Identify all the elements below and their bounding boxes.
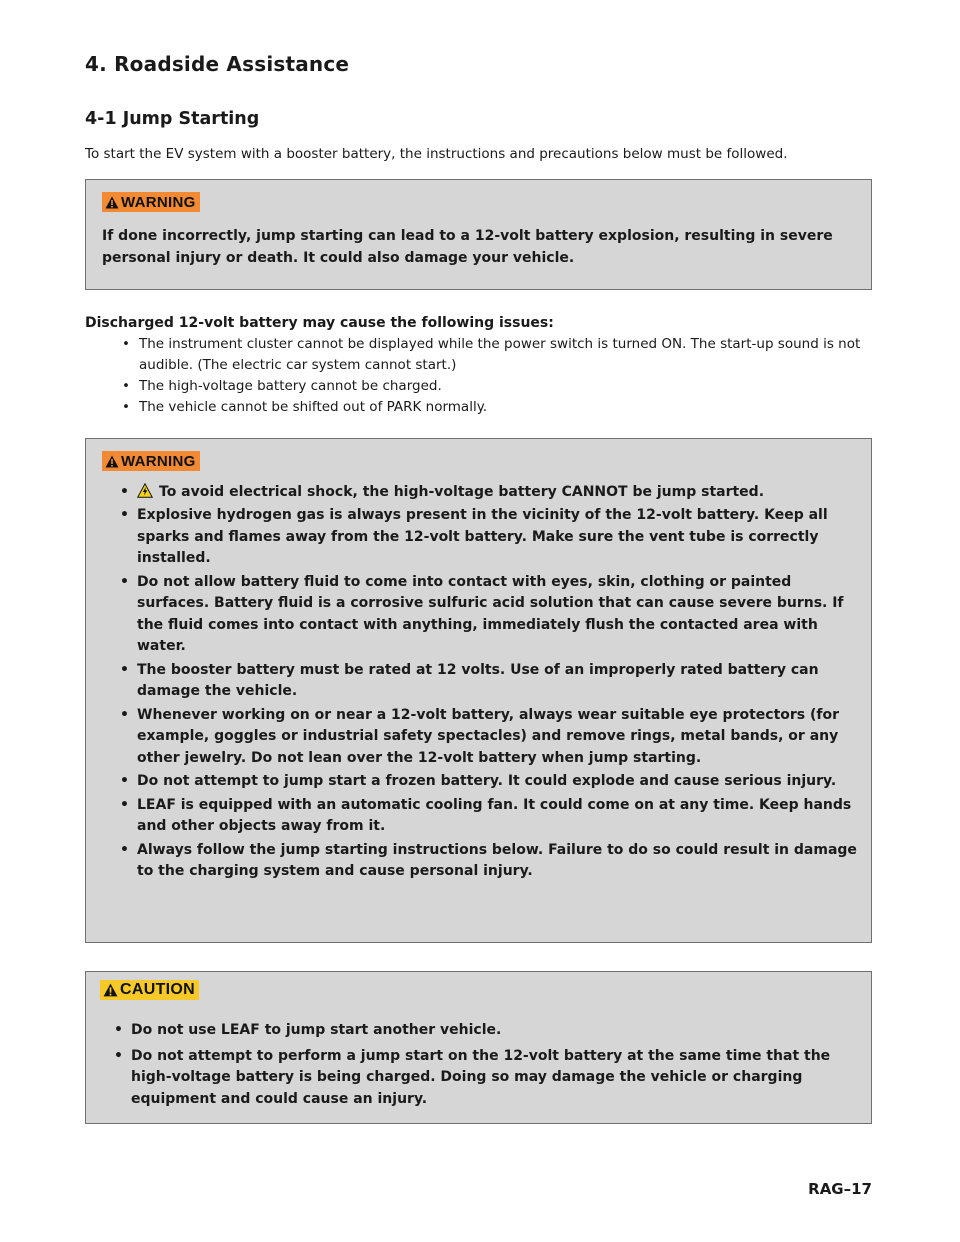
warning-box-2 bbox=[85, 438, 872, 943]
list-item: • The high-voltage battery cannot be charged. bbox=[122, 376, 862, 397]
list-item: • Do not allow battery fluid to come into contact with eyes, skin, clothing or painted surfaces. Battery fluid is a corrosive sulfuric acid solution that can cause severe burns. If the fluid comes into contact with anything, immediately flush the contacted area with water. bbox=[120, 572, 857, 658]
list-item: • The booster battery must be rated at 12 volts. Use of an improperly rated battery can damage the vehicle. bbox=[120, 660, 857, 703]
list-item-text: To avoid electrical shock, the high-voltage battery CANNOT be jump started. bbox=[159, 483, 765, 500]
list-item: • Do not use LEAF to jump start another vehicle. bbox=[114, 1020, 857, 1042]
list-item: • The instrument cluster cannot be displayed while the power switch is turned ON. The start-up sound is not audible. (The electric car system cannot start.) bbox=[122, 334, 862, 376]
warning-text: If done incorrectly, jump starting can lead to a 12-volt battery explosion, resulting in severe personal injury or death. It could also damage your vehicle. bbox=[102, 227, 833, 266]
warning-badge bbox=[102, 192, 200, 212]
caution-badge-label: CAUTION bbox=[120, 981, 195, 998]
section-title: 4. Roadside Assistance bbox=[85, 52, 350, 76]
warning-triangle-icon bbox=[103, 983, 118, 997]
discharged-list bbox=[122, 334, 862, 418]
list-item: • Explosive hydrogen gas is always present in the vicinity of the 12-volt battery. Keep all sparks and flames away from the 12-volt battery. Make sure the vent tube is correctly installed. bbox=[120, 505, 857, 570]
caution-badge bbox=[100, 980, 199, 1000]
list-item: • Always follow the jump starting instructions below. Failure to do so could result in damage to the charging system and cause personal injury. bbox=[120, 840, 857, 883]
discharged-heading: Discharged 12-volt battery may cause the following issues: bbox=[85, 315, 554, 331]
list-item: • Do not attempt to jump start a frozen battery. It could explode and cause serious injury. bbox=[120, 771, 857, 793]
list-item bbox=[120, 482, 857, 504]
warning-badge-label: WARNING bbox=[121, 193, 196, 211]
list-item: • LEAF is equipped with an automatic cooling fan. It could come on at any time. Keep hands and other objects away from it. bbox=[120, 795, 857, 838]
warning-box-1 bbox=[85, 179, 872, 290]
list-item: • Whenever working on or near a 12-volt battery, always wear suitable eye protectors (for example, goggles or industrial safety spectacles) and remove rings, metal bands, or any other jewelry. Do not lean over the 12-volt battery when jump starting. bbox=[120, 705, 857, 770]
caution-list bbox=[114, 1020, 857, 1110]
caution-box bbox=[85, 971, 872, 1124]
subsection-title: 4-1 Jump Starting bbox=[85, 109, 260, 129]
warning-triangle-icon bbox=[105, 455, 119, 468]
warning-badge bbox=[102, 451, 200, 471]
list-item: • The vehicle cannot be shifted out of PARK normally. bbox=[122, 397, 862, 418]
intro-text: To start the EV system with a booster battery, the instructions and precautions below must be followed. bbox=[85, 146, 788, 162]
list-item: • Do not attempt to perform a jump start on the 12-volt battery at the same time that the high-voltage battery is being charged. Doing so may damage the vehicle or charging equipment and could cause an injury. bbox=[114, 1046, 857, 1111]
high-voltage-icon bbox=[137, 483, 153, 498]
warning-badge-label: WARNING bbox=[121, 452, 196, 470]
warning-list bbox=[120, 482, 857, 883]
page-number: RAG–17 bbox=[808, 1180, 872, 1198]
warning-triangle-icon bbox=[105, 196, 119, 209]
